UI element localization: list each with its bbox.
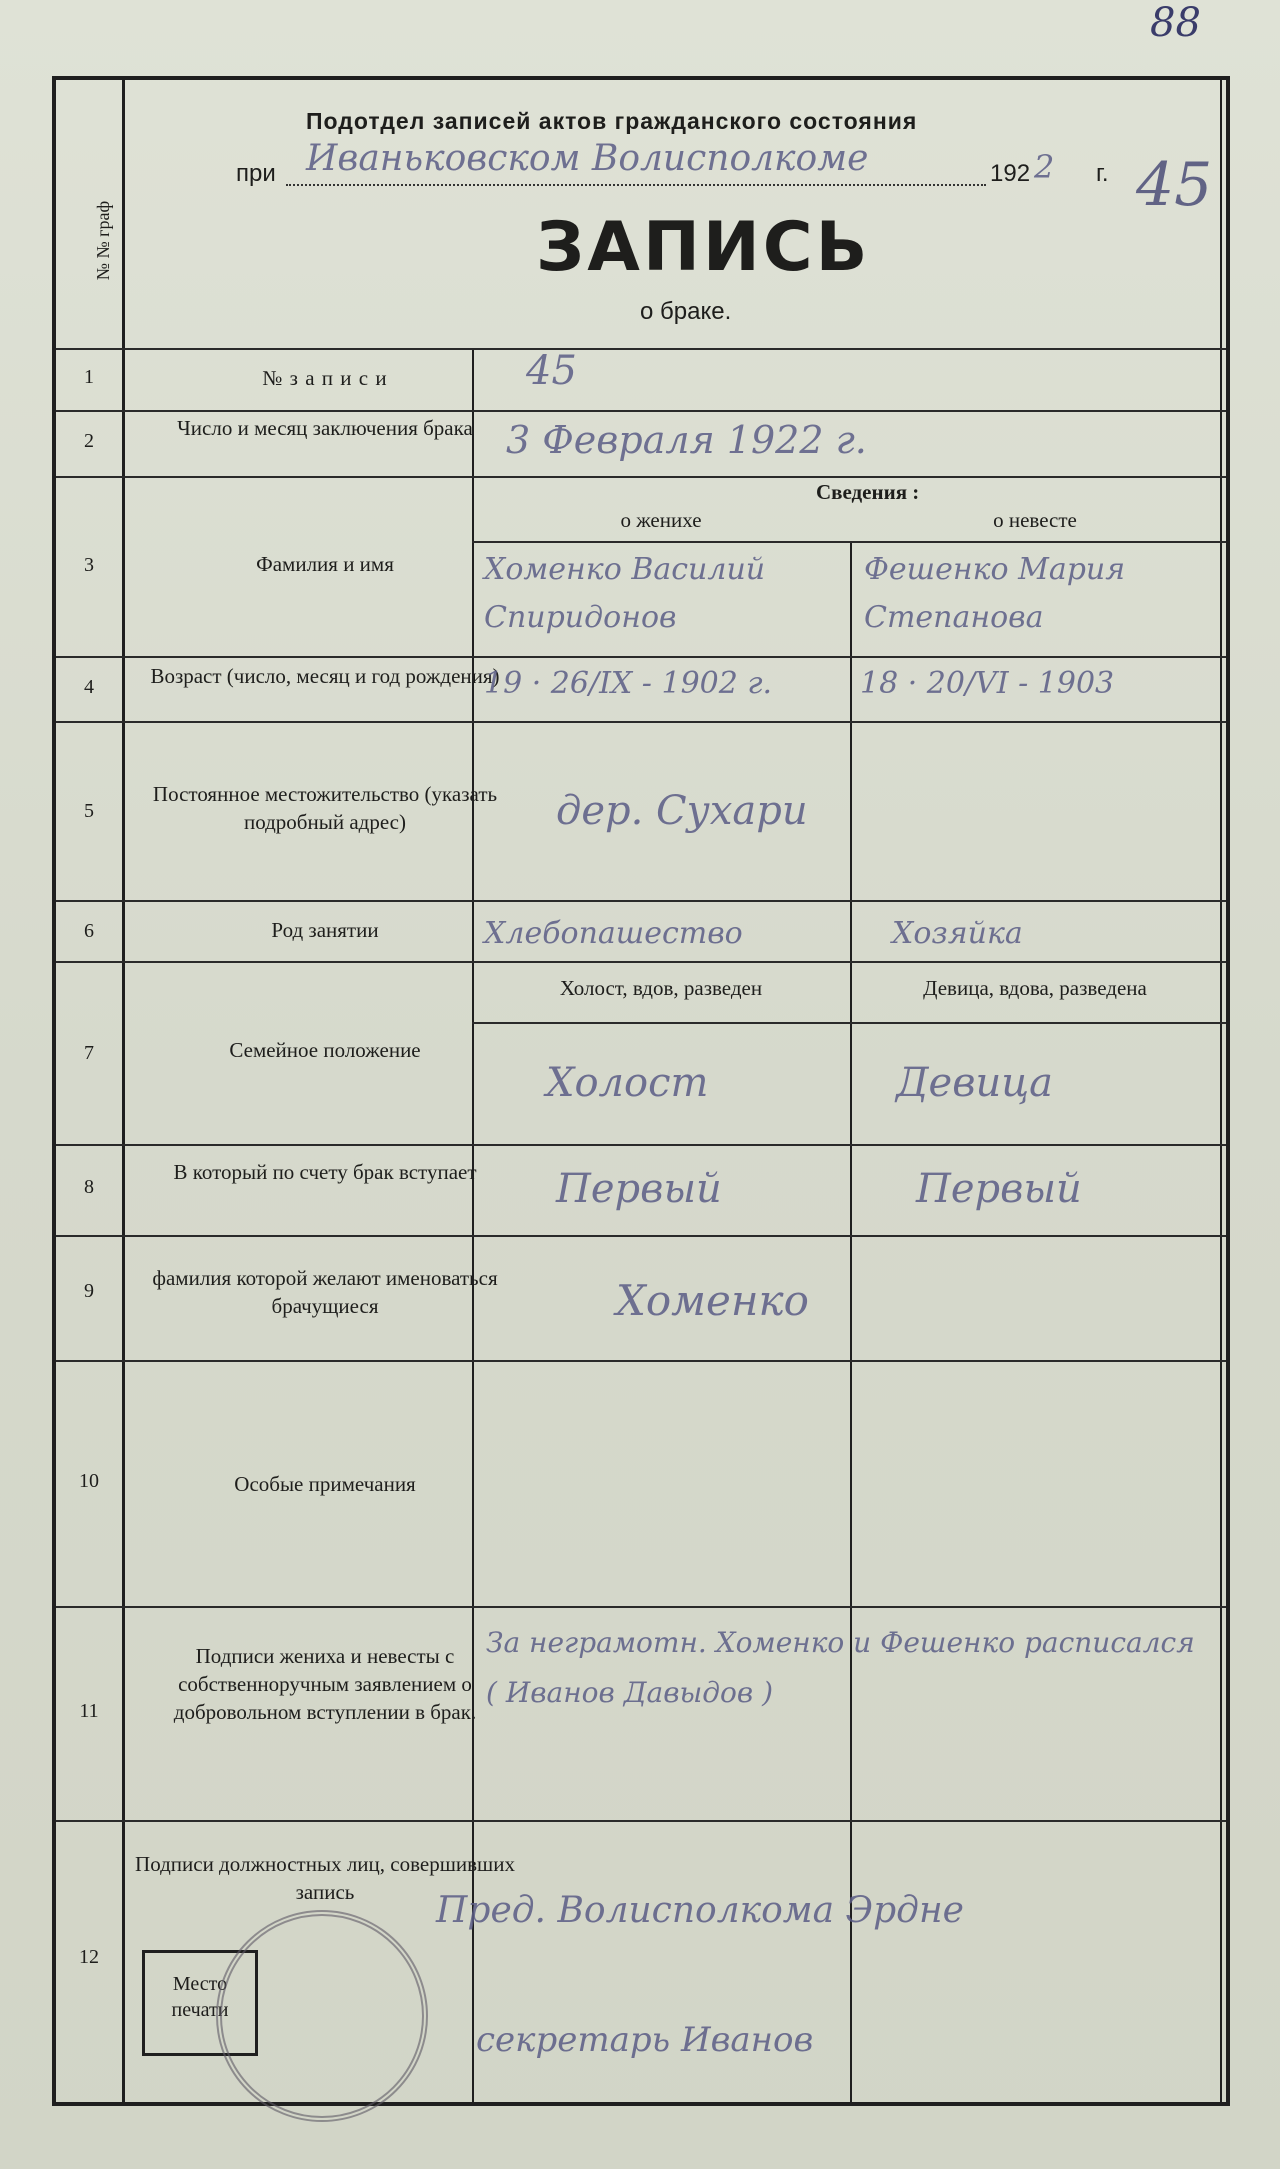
document-title: ЗАПИСЬ (536, 208, 871, 287)
official-signature-value: Пред. Волисполкома Эрдне (436, 1890, 964, 1931)
groom-occupation-value: Хлебопашество (484, 916, 743, 951)
row-label: В который по счету брак вступает (173, 1160, 477, 1184)
groom-marital-heading: Холост, вдов, разведен (559, 976, 763, 1000)
row-number: 4 (84, 676, 94, 698)
row-number: 10 (79, 1470, 99, 1492)
row-number: 1 (84, 366, 94, 388)
row-number: 9 (84, 1280, 94, 1302)
row-label: Семейное положение (229, 1038, 421, 1062)
row-label: Возраст (число, месяц и год рождения) (150, 664, 500, 688)
groom-marital-value: Холост (546, 1060, 709, 1106)
row-label: № з а п и с и (262, 366, 388, 390)
at-handwritten: Иваньковском Волисполкоме (306, 138, 869, 179)
year-handwritten: 2 (1034, 148, 1055, 186)
row-number: 7 (84, 1042, 94, 1064)
side-label: № № граф (93, 200, 114, 281)
number-column-divider (122, 80, 125, 2102)
bride-age-value: 18 · 20/VI - 1903 (860, 666, 1115, 701)
corner-number: 45 (1136, 150, 1213, 220)
row-line (56, 476, 1226, 478)
label-column-divider (472, 348, 474, 2102)
at-prefix: при (236, 160, 276, 187)
bride-name-value: Фешенко Мария Степанова (864, 552, 1126, 635)
document-subtitle: о браке. (640, 298, 732, 325)
row-number: 12 (79, 1946, 99, 1968)
chosen-surname-value: Хоменко (616, 1276, 809, 1325)
row-line (56, 1235, 1226, 1237)
row-label: фамилия которой желают именоваться брачущиеся (152, 1266, 498, 1318)
row-label: Число и месяц заключения брака (177, 416, 473, 440)
row-number: 3 (84, 554, 94, 576)
department-heading: Подотдел записей актов гражданского состояния (306, 108, 918, 134)
record-frame (52, 76, 1230, 2106)
bride-heading: о невесте (993, 508, 1077, 532)
row-number: 5 (84, 800, 94, 822)
row-line (56, 656, 1226, 658)
info-heading: Сведения : (816, 480, 920, 504)
row-line (56, 900, 1226, 902)
signatures-value: За неграмотн. Хоменко и Фешенко расписался ( Иванов Давыдов ) (486, 1626, 1195, 1709)
row-label: Подписи должностных лиц, совершивших запись (135, 1852, 515, 1904)
groom-name-value: Хоменко Василий Спиридонов (484, 552, 766, 635)
year-suffix: г. (1096, 160, 1109, 187)
groom-age-value: 19 · 26/IX - 1902 г. (484, 666, 773, 701)
page-number: 88 (1150, 0, 1201, 46)
row-line (56, 1606, 1226, 1608)
row-line (56, 1360, 1226, 1362)
secretary-signature-value: секретарь Иванов (476, 2020, 814, 2060)
marriage-date-value: 3 Февраля 1922 г. (506, 418, 867, 462)
row-label: Особые примечания (234, 1472, 416, 1496)
bride-marital-value: Девица (896, 1060, 1053, 1106)
row-label: Постоянное местожительство (указать подробный адрес) (152, 782, 498, 834)
stamp-box-label: Место печати (171, 1973, 229, 2021)
row-line (56, 348, 1226, 350)
year-prefix: 192 (990, 160, 1031, 187)
row-line (56, 961, 1226, 963)
groom-bride-divider (850, 541, 852, 2102)
bride-occupation-value: Хозяйка (892, 916, 1023, 951)
row-number: 8 (84, 1176, 94, 1198)
row-line (56, 410, 1226, 412)
row-line (56, 1144, 1226, 1146)
row-label: Род занятии (271, 918, 379, 942)
row-label: Подписи жениха и невесты с собственноручным заявлением о добровольном вступлении в брак. (173, 1644, 477, 1724)
residence-value: дер. Сухари (556, 788, 808, 834)
groom-heading: о женихе (620, 508, 702, 532)
bride-marital-heading: Девица, вдова, разведена (923, 976, 1147, 1000)
groom-marriage-count-value: Первый (556, 1166, 722, 1212)
row-label: Фамилия и имя (256, 552, 394, 576)
record-number-value: 45 (526, 348, 577, 394)
at-underline (286, 184, 986, 186)
row-line (56, 721, 1226, 723)
right-inner-border (1220, 80, 1222, 2102)
row-line (56, 1820, 1226, 1822)
row-line (472, 541, 1226, 543)
official-seal (216, 1910, 428, 2122)
row-number: 6 (84, 920, 94, 942)
row-line (472, 1022, 1226, 1024)
row-number: 11 (79, 1700, 99, 1722)
row-number: 2 (84, 430, 94, 452)
bride-marriage-count-value: Первый (916, 1166, 1082, 1212)
